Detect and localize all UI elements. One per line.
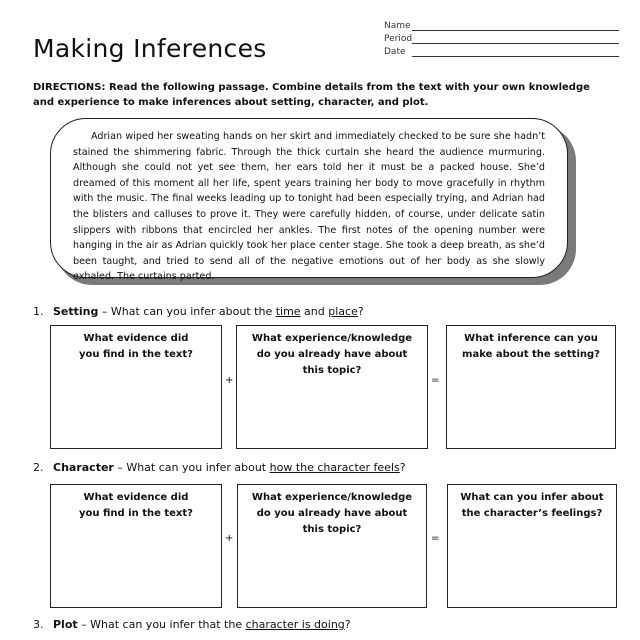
underlined-term: place <box>328 305 358 318</box>
period-field[interactable] <box>384 34 619 47</box>
knowledge-box[interactable]: What experience/knowledge do you already have about this topic? <box>237 484 427 608</box>
question-number: 1. <box>33 305 44 318</box>
question-character <box>33 461 406 474</box>
period-line <box>412 43 619 44</box>
question-plot <box>33 618 351 631</box>
date-field[interactable] <box>384 47 619 60</box>
plus-sign: + <box>225 533 234 544</box>
directions-text: DIRECTIONS: Read the following passage. Combine details from the text with your own knowledge and experience to make inferences about setting, character, and plot. <box>33 82 590 108</box>
question-prompt: – What can you infer about the <box>98 305 276 318</box>
passage-box <box>50 118 568 283</box>
equals-sign: = <box>431 533 440 544</box>
evidence-box[interactable]: What evidence did you find in the text? <box>50 484 222 608</box>
question-setting <box>33 305 364 318</box>
passage-text: Adrian wiped her sweating hands on her skirt and immediately checked to be sure she hadn’t stained the shimmering fabric. Through the thick curtain she heard the audience murmuring. Although she could not yet see them, her ears told her it must be a packed house. She’d dreamed of this moment all her life, spent years training her body to move gracefully in rhythm with the music. The final weeks leading up to tonight had been especially trying, and Adrian had the blisters and calluses to prove it. They were carefully hidden, of course, under delicate satin slippers with ribbons that encircled her ankles. The first notes of the opening number were hanging in the air as Adrian quickly took her place center stage. She took a deep breath, as she’d been taught, and tried to send all of the negative emotions out of her body as she slowly exhaled. The curtains parted. <box>73 131 545 283</box>
question-prompt-mid: and <box>300 305 329 318</box>
page-title: Making Inferences <box>33 34 267 63</box>
question-prompt: – What can you infer about <box>113 461 270 474</box>
question-label: Character <box>53 461 114 474</box>
question-number: 2. <box>33 461 44 474</box>
student-info-block <box>384 21 619 60</box>
date-line <box>412 56 619 57</box>
date-label: Date <box>384 47 406 57</box>
question-number: 3. <box>33 618 44 631</box>
name-label: Name <box>384 21 411 31</box>
question-label: Setting <box>53 305 99 318</box>
question-prompt: – What can you infer that the <box>77 618 246 631</box>
name-field[interactable] <box>384 21 619 34</box>
period-label: Period <box>384 34 413 44</box>
underlined-term: character is doing <box>245 618 345 631</box>
knowledge-box[interactable]: What experience/knowledge do you already have about this topic? <box>236 325 428 449</box>
name-line <box>412 30 619 31</box>
inference-box[interactable]: What can you infer about the character’s feelings? <box>447 484 617 608</box>
plus-sign: + <box>225 375 234 386</box>
question-label: Plot <box>53 618 78 631</box>
evidence-box[interactable]: What evidence did you find in the text? <box>50 325 222 449</box>
inference-box[interactable]: What inference can you make about the setting? <box>446 325 616 449</box>
underlined-term: time <box>275 305 301 318</box>
equals-sign: = <box>431 375 440 386</box>
underlined-term: how the character feels <box>269 461 400 474</box>
question-prompt-end: ? <box>357 305 364 318</box>
question-prompt-end: ? <box>399 461 406 474</box>
question-prompt-end: ? <box>344 618 351 631</box>
